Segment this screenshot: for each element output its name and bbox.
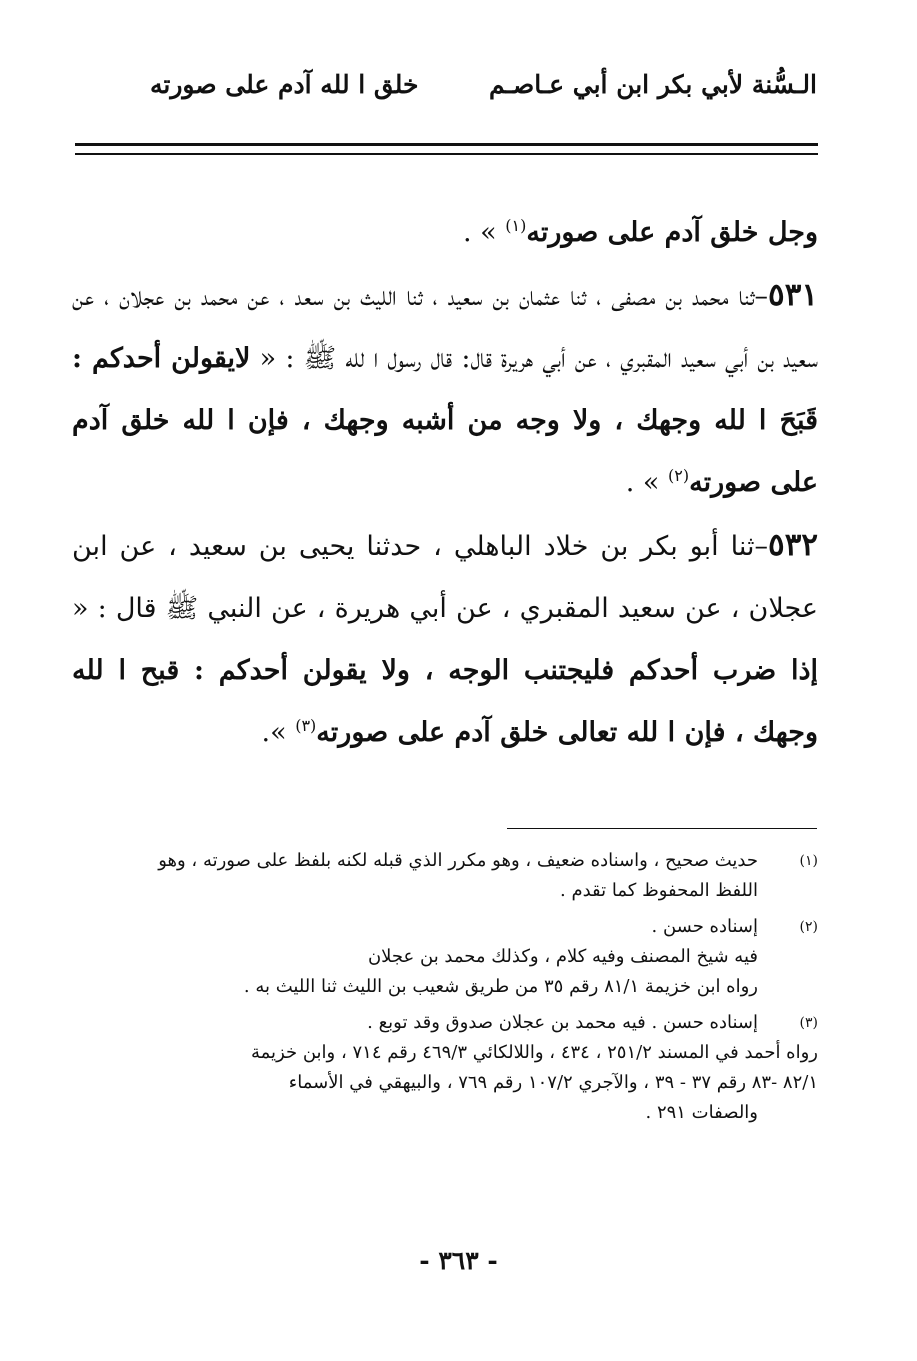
footnote-1 [72, 846, 818, 906]
footnotes [72, 846, 818, 1134]
hadith-text: لايقولن أحدكم : قَبَحَ ا لله وجهك ، ولا وجه من أشبه وجهك ، فإن ا لله خلق آدم على صورته [72, 343, 818, 498]
hadith-number: ٥٣٢ [768, 527, 818, 563]
footnote-line: والصفات ٢٩١ . [645, 1102, 758, 1123]
isnad-text: –ثنا محمد بن مصفى ، ثنا عثمان بن سعيد ، ثنا الليث بن سعد ، عن محمد بن عجلان ، عن سعيد بن أبي سعيد المقبري ، عن أبي هريرة قال: قال رسول ا لله ﷺ : « [72, 281, 818, 374]
main-text [72, 202, 818, 764]
header-rule-bottom [75, 153, 818, 155]
footnote-ref-1: (١) [505, 216, 527, 235]
hadith-paragraph-531 [72, 264, 818, 514]
footnote-mark: (٣) [799, 1015, 818, 1031]
footnote-ref-2: (٢) [668, 466, 690, 485]
closing-quote: ». [261, 717, 296, 748]
footnote-mark: (١) [799, 853, 818, 869]
running-header-book-title: الـسُّنة لأبي بكر ابن أبي عـاصـم [489, 70, 817, 99]
footnote-line: إسناده حسن . فيه محمد بن عجلان صدوق وقد توبع . [367, 1012, 758, 1033]
footnote-line: اللفظ المحفوظ كما تقدم . [560, 880, 758, 901]
footnote-line: ٨٢/١ -٨٣ رقم ٣٧ - ٣٩ ، والآجري ١٠٧/٢ رقم ٧٦٩ ، والبيهقي في الأسماء [288, 1072, 818, 1093]
footnote-ref-3: (٣) [295, 716, 317, 735]
continuation-paragraph [72, 202, 818, 264]
footnote-separator [507, 828, 817, 829]
hadith-text: إذا ضرب أحدكم فليجتنب الوجه ، ولا يقولن أحدكم : قبح ا لله وجهك ، فإن ا لله تعالى خلق آدم على صورته [72, 655, 818, 748]
footnote-line: إسناده حسن . [651, 916, 758, 937]
closing-quote: » . [625, 467, 669, 498]
footnote-line: حديث صحيح ، واسناده ضعيف ، وهو مكرر الذي قبله لكنه بلفظ على صورته ، وهو [158, 850, 758, 871]
footnote-line: رواه أحمد في المسند ٢٥١/٢ ، ٤٣٤ ، واللالكائي ٤٦٩/٣ رقم ٧١٤ ، وابن خزيمة [251, 1042, 818, 1063]
footnote-line: فيه شيخ المصنف وفيه كلام ، وكذلك محمد بن عجلان [367, 946, 758, 967]
footnote-line: رواه ابن خزيمة ٨١/١ رقم ٣٥ من طريق شعيب بن الليث ثنا الليث به . [243, 976, 758, 997]
header-rule-top [75, 143, 818, 146]
footnote-mark: (٢) [799, 919, 818, 935]
isnad-text: –ثنا أبو بكر بن خلاد الباهلي ، حدثنا يحيى بن سعيد ، عن ابن عجلان ، عن سعيد المقبري ، عن أبي هريرة ، عن النبي ﷺ قال : « [72, 531, 818, 624]
footnote-3 [72, 1008, 818, 1128]
page-number: - ٣٦٣ - [419, 1246, 498, 1275]
hadith-paragraph-532 [72, 514, 818, 764]
closing-quote: » . [463, 217, 506, 248]
footnote-2 [72, 912, 818, 1002]
hadith-number: ٥٣١ [768, 277, 818, 313]
running-header-chapter-title: خلق ا لله آدم على صورته [150, 70, 419, 99]
hadith-text: وجل خلق آدم على صورته [526, 217, 818, 248]
